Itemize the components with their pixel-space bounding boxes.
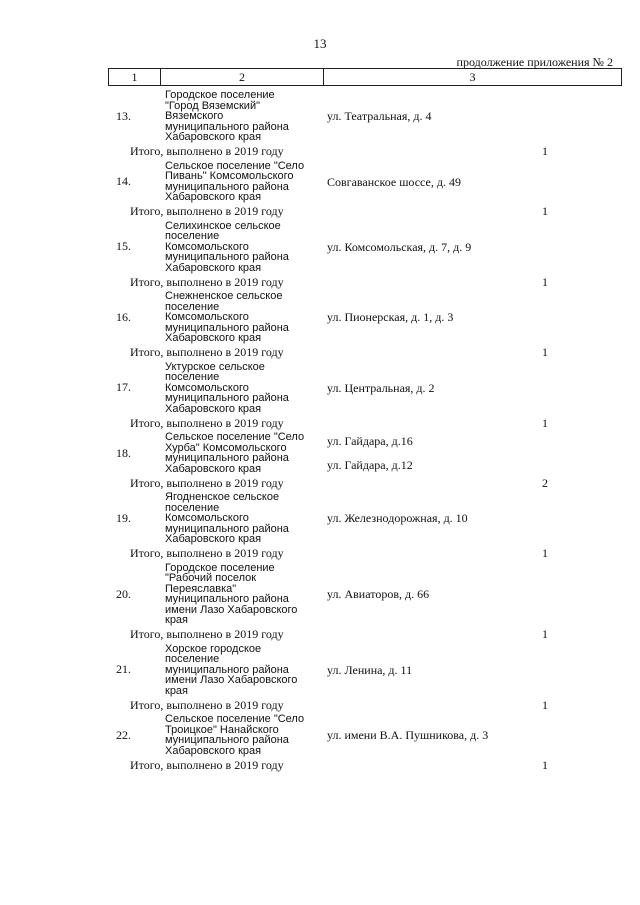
total-label: Итого, выполнено в 2019 году	[130, 144, 284, 158]
settlement-name: Городское поселение "Рабочий поселок Переяславка" муниципального района имени Лазо Хабаровского края	[165, 561, 298, 626]
total-label: Итого, выполнено в 2019 году	[130, 697, 284, 712]
address-cell	[325, 175, 622, 189]
settlement-name: Снежненское сельское поселение Комсомольского муниципального района Хабаровского края	[165, 290, 289, 344]
address: ул. Гайдара, д.16	[327, 434, 413, 448]
settlement-name: Сельское поселение "Село Хурба" Комсомольского муниципального района Хабаровского края	[165, 431, 305, 475]
address-cell	[325, 728, 622, 742]
address-cell	[325, 663, 622, 677]
table-row	[108, 161, 622, 203]
address-cell	[325, 109, 622, 123]
settlement-name: Сельское поселение "Село Троицкое" Нанайского муниципального района Хабаровского края	[165, 713, 305, 757]
address-cell	[325, 434, 622, 472]
settlement-name: Городское поселение "Город Вяземский" Вяземского муниципального района Хабаровского края	[165, 89, 289, 143]
table-row	[108, 644, 622, 697]
total-row	[108, 474, 622, 492]
total-row	[108, 143, 622, 161]
address-cell	[325, 310, 622, 324]
settlement-name: Хорское городское поселение муниципального района имени Лазо Хабаровского края	[165, 642, 298, 697]
address: ул. имени В.А. Пушникова, д. 3	[327, 728, 489, 742]
total-label: Итого, выполнено в 2019 году	[130, 475, 284, 490]
address: ул. Железнодорожная, д. 10	[327, 511, 468, 526]
table-row	[108, 291, 622, 344]
column-header-1: 1	[109, 69, 161, 85]
settlement-name: Сельское поселение "Село Пивань" Комсомольского муниципального района Хабаровского края	[165, 159, 305, 203]
row-number: 16.	[116, 309, 131, 324]
table-row	[108, 492, 622, 545]
address: ул. Центральная, д. 2	[327, 380, 435, 395]
total-value: 1	[542, 345, 548, 359]
address-cell	[325, 587, 622, 601]
table-row	[108, 714, 622, 756]
continuation-note: продолжение приложения № 2	[456, 55, 613, 69]
total-label: Итого, выполнено в 2019 году	[130, 415, 284, 430]
total-row	[108, 203, 622, 221]
address: Совгаванское шоссе, д. 49	[327, 174, 461, 189]
row-number: 17.	[116, 380, 131, 395]
address: ул. Комсомольская, д. 7, д. 9	[327, 239, 472, 254]
address-cell	[325, 381, 622, 395]
address: ул. Гайдара, д.12	[327, 458, 413, 472]
row-number: 18.	[116, 445, 131, 460]
address-cell	[325, 511, 622, 525]
total-label: Итого, выполнено в 2019 году	[130, 627, 284, 641]
total-value: 1	[542, 627, 548, 641]
column-header-3: 3	[469, 70, 476, 84]
address: ул. Авиаторов, д. 66	[327, 587, 430, 601]
total-value: 1	[542, 546, 548, 560]
total-row	[108, 696, 622, 714]
row-number: 21.	[116, 662, 131, 677]
total-value: 1	[542, 697, 548, 712]
total-value: 1	[542, 757, 548, 772]
table-header	[108, 68, 622, 86]
address: ул. Ленина, д. 11	[327, 662, 413, 677]
row-number: 14.	[116, 174, 131, 188]
address-cell	[325, 240, 622, 254]
total-value: 1	[542, 274, 548, 289]
table-row	[108, 432, 622, 474]
total-row	[108, 626, 622, 644]
table-row	[108, 563, 622, 626]
table-row	[108, 221, 622, 274]
total-label: Итого, выполнено в 2019 году	[130, 546, 284, 560]
row-number: 20.	[116, 586, 131, 601]
settlement-name: Селихинское сельское поселение Комсомольского муниципального района Хабаровского края	[165, 219, 289, 274]
total-row	[108, 414, 622, 432]
total-row	[108, 273, 622, 291]
table-body	[108, 90, 622, 774]
total-value: 1	[542, 204, 548, 218]
total-row	[108, 756, 622, 774]
settlement-name: Уктурское сельское поселение Комсомольского муниципального района Хабаровского края	[165, 360, 289, 415]
total-value: 1	[542, 144, 548, 158]
address: ул. Театральная, д. 4	[327, 109, 432, 124]
row-number: 15.	[116, 239, 131, 254]
table-row	[108, 362, 622, 415]
table-row	[108, 90, 622, 143]
total-value: 1	[542, 415, 548, 430]
total-value: 2	[542, 475, 548, 490]
row-number: 22.	[116, 727, 131, 742]
page-number: 13	[313, 36, 327, 51]
column-header-2: 2	[161, 69, 324, 85]
row-number: 19.	[116, 510, 131, 525]
row-number: 13.	[116, 108, 131, 123]
total-label: Итого, выполнено в 2019 году	[130, 345, 284, 359]
settlement-name: Ягодненское сельское поселение Комсомольского муниципального района Хабаровского края	[165, 491, 289, 545]
total-row	[108, 344, 622, 362]
total-label: Итого, выполнено в 2019 году	[130, 274, 284, 289]
address: ул. Пионерская, д. 1, д. 3	[327, 310, 454, 325]
total-row	[108, 545, 622, 563]
total-label: Итого, выполнено в 2019 году	[130, 204, 284, 218]
total-label: Итого, выполнено в 2019 году	[130, 757, 284, 772]
